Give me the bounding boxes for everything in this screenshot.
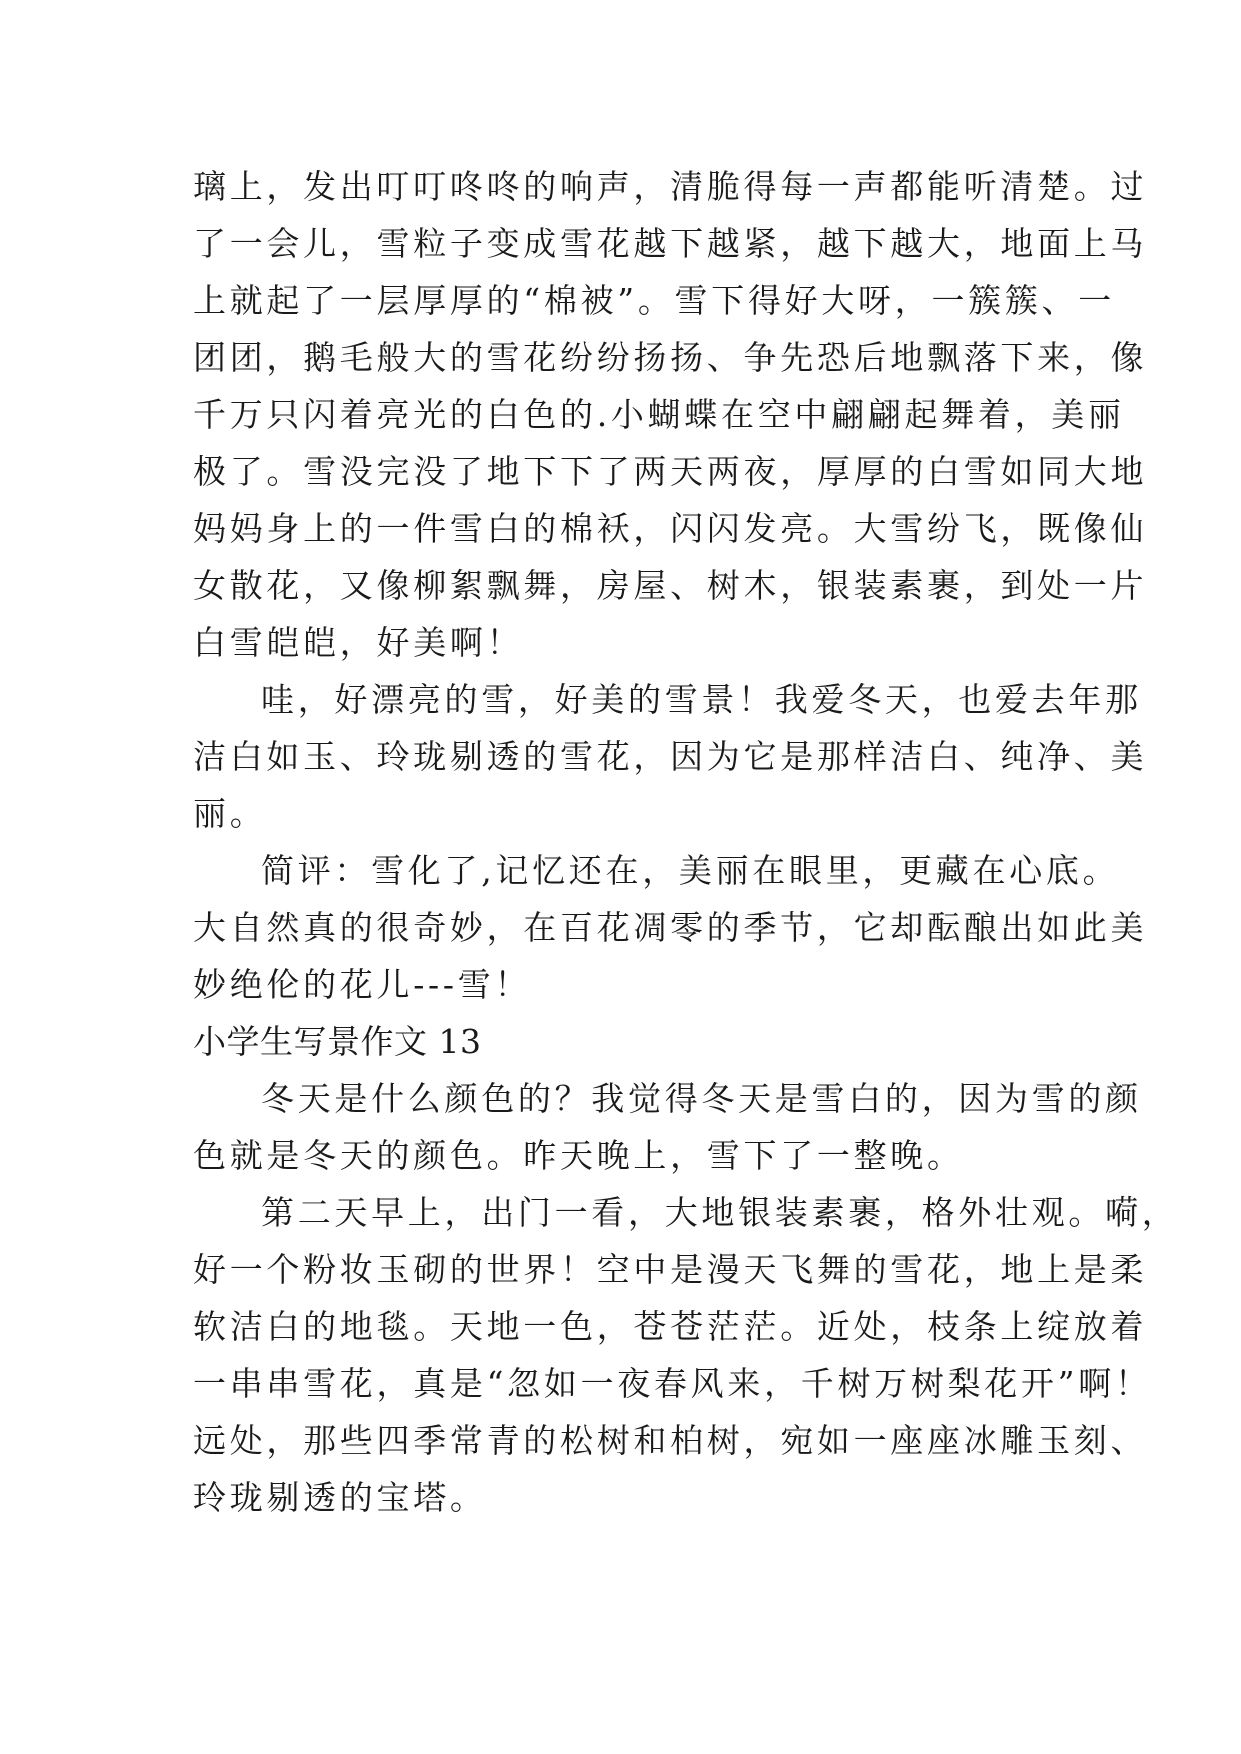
text-line: 了一会儿，雪粒子变成雪花越下越紧，越下越大，地面上马 <box>193 224 1148 263</box>
text-line: 女散花，又像柳絮飘舞，房屋、树木，银装素裹，到处一片 <box>193 566 1148 605</box>
document-body <box>193 158 1179 1526</box>
text-line: 简评：雪化了,记忆还在，美丽在眼里，更藏在心底。 <box>261 851 1120 890</box>
text-line: 妈妈身上的一件雪白的棉袄，闪闪发亮。大雪纷飞，既像仙 <box>193 509 1148 548</box>
paragraph-next-morning <box>193 1184 1179 1526</box>
text-line: 一串串雪花，真是“忽如一夜春风来，千树万树梨花开”啊！ <box>193 1364 1152 1403</box>
text-line: 色就是冬天的颜色。昨天晚上，雪下了一整晚。 <box>193 1136 964 1175</box>
text-line: 极了。雪没完没了地下下了两天两夜，厚厚的白雪如同大地 <box>193 452 1148 491</box>
text-line: 大自然真的很奇妙，在百花凋零的季节，它却酝酿出如此美 <box>193 908 1148 947</box>
paragraph-comment <box>193 842 1148 1013</box>
text-line: 妙绝伦的花儿---雪！ <box>193 965 532 1004</box>
text-line: 玲珑剔透的宝塔。 <box>193 1478 487 1517</box>
text-line: 哇，好漂亮的雪，好美的雪景！我爱冬天，也爱去年那 <box>261 680 1142 719</box>
text-line: 软洁白的地毯。天地一色，苍苍茫茫。近处，枝条上绽放着 <box>193 1307 1148 1346</box>
paragraph-snow-scene-continued <box>193 158 1148 671</box>
text-line: 冬天是什么颜色的？我觉得冬天是雪白的，因为雪的颜 <box>261 1079 1142 1118</box>
text-line: 远处，那些四季常青的松树和柏树，宛如一座座冰雕玉刻、 <box>193 1421 1148 1460</box>
text-line: 好一个粉妆玉砌的世界！空中是漫天飞舞的雪花，地上是柔 <box>193 1250 1148 1289</box>
essay-heading: 小学生写景作文 13 <box>193 1022 482 1061</box>
text-line: 洁白如玉、玲珑剔透的雪花，因为它是那样洁白、纯净、美 <box>193 737 1148 776</box>
text-line: 白雪皑皑，好美啊！ <box>193 623 524 662</box>
text-line: 团团，鹅毛般大的雪花纷纷扬扬、争先恐后地飘落下来，像 <box>193 338 1148 377</box>
text-line: 千万只闪着亮光的白色的.小蝴蝶在空中翩翩起舞着，美丽 <box>193 395 1125 434</box>
text-line: 上就起了一层厚厚的“棉被”。雪下得好大呀，一簇簇、一 <box>193 281 1115 320</box>
text-line: 璃上，发出叮叮咚咚的响声，清脆得每一声都能听清楚。过 <box>193 167 1148 206</box>
text-line: 丽。 <box>193 794 267 833</box>
paragraph-winter-color <box>193 1070 1142 1184</box>
text-line: 第二天早上，出门一看，大地银装素裹，格外壮观。嗬， <box>261 1193 1179 1232</box>
paragraph-love-winter <box>193 671 1148 842</box>
